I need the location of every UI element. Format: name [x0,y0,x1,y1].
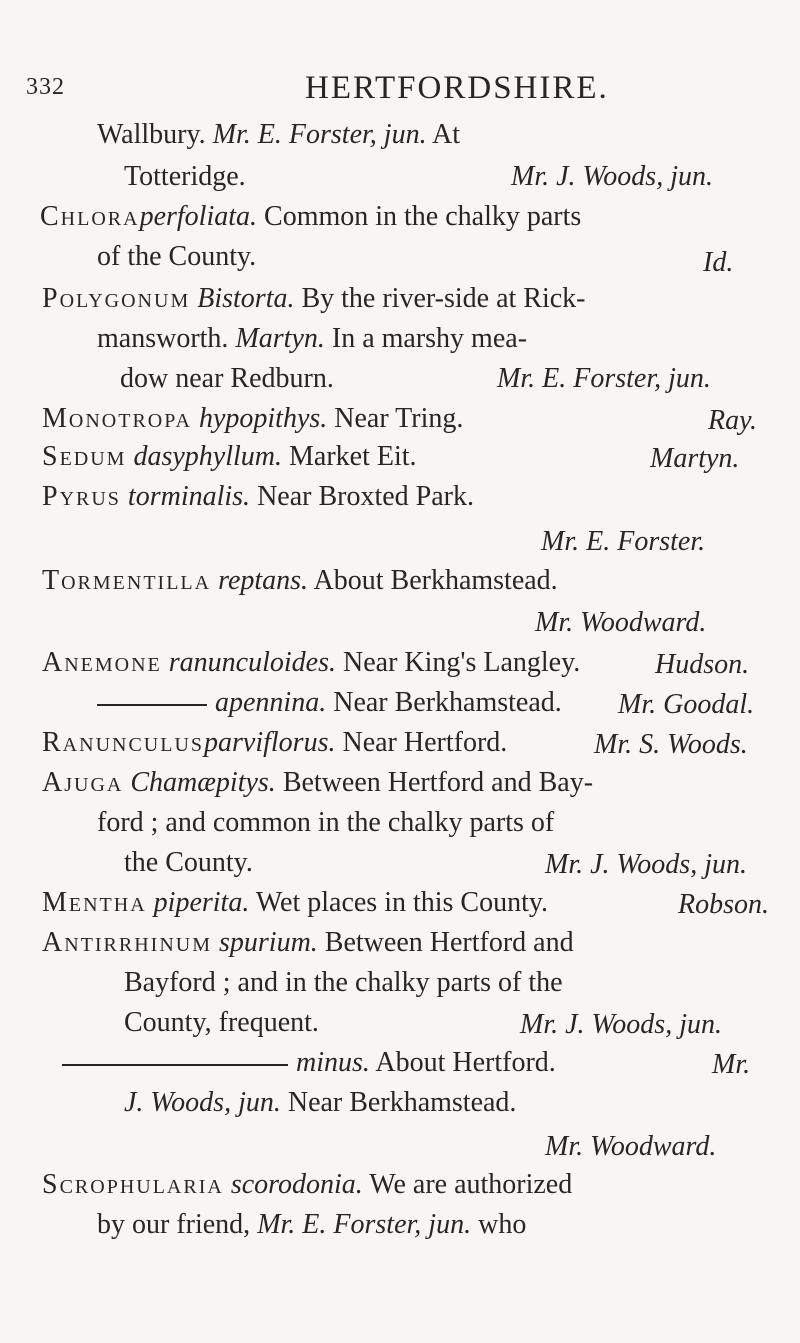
genus-name: Polygonum [42,283,191,314]
genus-name: Ranunculus [42,727,205,758]
species-name: Bistorta. [197,283,295,314]
species-name: reptans. [218,565,309,596]
text-line: Bayford ; and in the chalky parts of the [124,967,563,998]
citation: Mr. E. Forster, jun. [497,363,711,394]
citation: Mr. J. Woods, jun. [511,161,713,192]
citation: Mr. J. Woods, jun. [520,1009,722,1040]
species-name: hypopithys. [198,403,328,434]
species-name: dasyphyllum. [133,441,282,472]
citation: Robson. [678,889,769,920]
text-line: J. Woods, jun. Near Berkhamstead. [124,1087,517,1118]
text-line: Totteridge. [124,161,246,192]
entry-line: Anemone ranunculoides. Near King's Langley. [42,647,581,678]
species-name: scorodonia. [230,1169,363,1200]
genus-name: Chlora [40,201,140,232]
entry-line: Sedum dasyphyllum. Market Eit. [42,441,417,472]
species-name: ranunculoides. [168,647,336,678]
species-name: piperita. [153,887,250,918]
entry-line: Mentha piperita. Wet places in this County. [42,887,549,918]
citation: Martyn. [650,443,740,474]
genus-name: Sedum [42,441,127,472]
species-name: parviflorus. [204,727,336,758]
text-line: by our friend, Mr. E. Forster, jun. who [97,1209,527,1240]
citation: Mr. S. Woods. [594,729,748,760]
entry-line: apennina. Near Berkhamstead. [97,686,562,720]
ditto-dash [62,1064,288,1066]
ditto-dash [97,704,207,706]
species-name: Chamæpitys. [130,767,276,798]
entry-line: Tormentilla reptans. About Berkhamstead. [42,565,558,596]
genus-name: Mentha [42,887,147,918]
citation: Hudson. [655,649,750,680]
text-line: Wallbury. Mr. E. Forster, jun. At [97,119,461,150]
citation: Id. [703,247,734,278]
entry-line: Monotropa hypopithys. Near Tring. [42,403,464,434]
running-header: HERTFORDSHIRE. [305,70,609,106]
citation: Ray. [708,405,757,436]
species-name: perfoliata. [139,201,258,232]
genus-name: Tormentilla [42,565,212,596]
genus-name: Pyrus [42,481,121,512]
entry-line: Antirrhinum spurium. Between Hertford and [42,927,574,958]
text-line: dow near Redburn. [120,363,334,394]
text-line: of the County. [97,241,257,272]
citation: Mr. Goodal. [618,689,755,720]
species-name: minus. [296,1047,370,1078]
genus-name: Anemone [42,647,162,678]
entry-line: Pyrus torminalis. Near Broxted Park. [42,481,474,512]
genus-name: Monotropa [42,403,192,434]
text-line: the County. [124,847,253,878]
citation: Mr. E. Forster. [541,526,706,557]
entry-line: Polygonum Bistorta. By the river-side at Rick- [42,283,586,314]
citation: Mr. Woodward. [545,1131,717,1162]
entry-line: Scrophularia scorodonia. We are authorized [42,1169,573,1200]
page-number: 332 [26,74,65,100]
text-line: ford ; and common in the chalky parts of [97,807,555,838]
genus-name: Antirrhinum [42,927,212,958]
species-name: torminalis. [127,481,251,512]
text-line: County, frequent. [124,1007,319,1038]
citation: Mr. J. Woods, jun. [545,849,747,880]
species-name: spurium. [219,927,318,958]
genus-name: Scrophularia [42,1169,224,1200]
entry-line: Ranunculusparviflorus. Near Hertford. [42,727,508,758]
entry-line: Chloraperfoliata. Common in the chalky parts [40,201,582,232]
entry-line: minus. About Hertford. [62,1046,556,1080]
citation: Mr. [712,1049,751,1080]
citation: Mr. Woodward. [535,607,707,638]
entry-line: Ajuga Chamæpitys. Between Hertford and Bay- [42,767,594,798]
text-line: mansworth. Martyn. In a marshy mea- [97,323,528,354]
species-name: apennina. [215,687,327,718]
genus-name: Ajuga [42,767,124,798]
